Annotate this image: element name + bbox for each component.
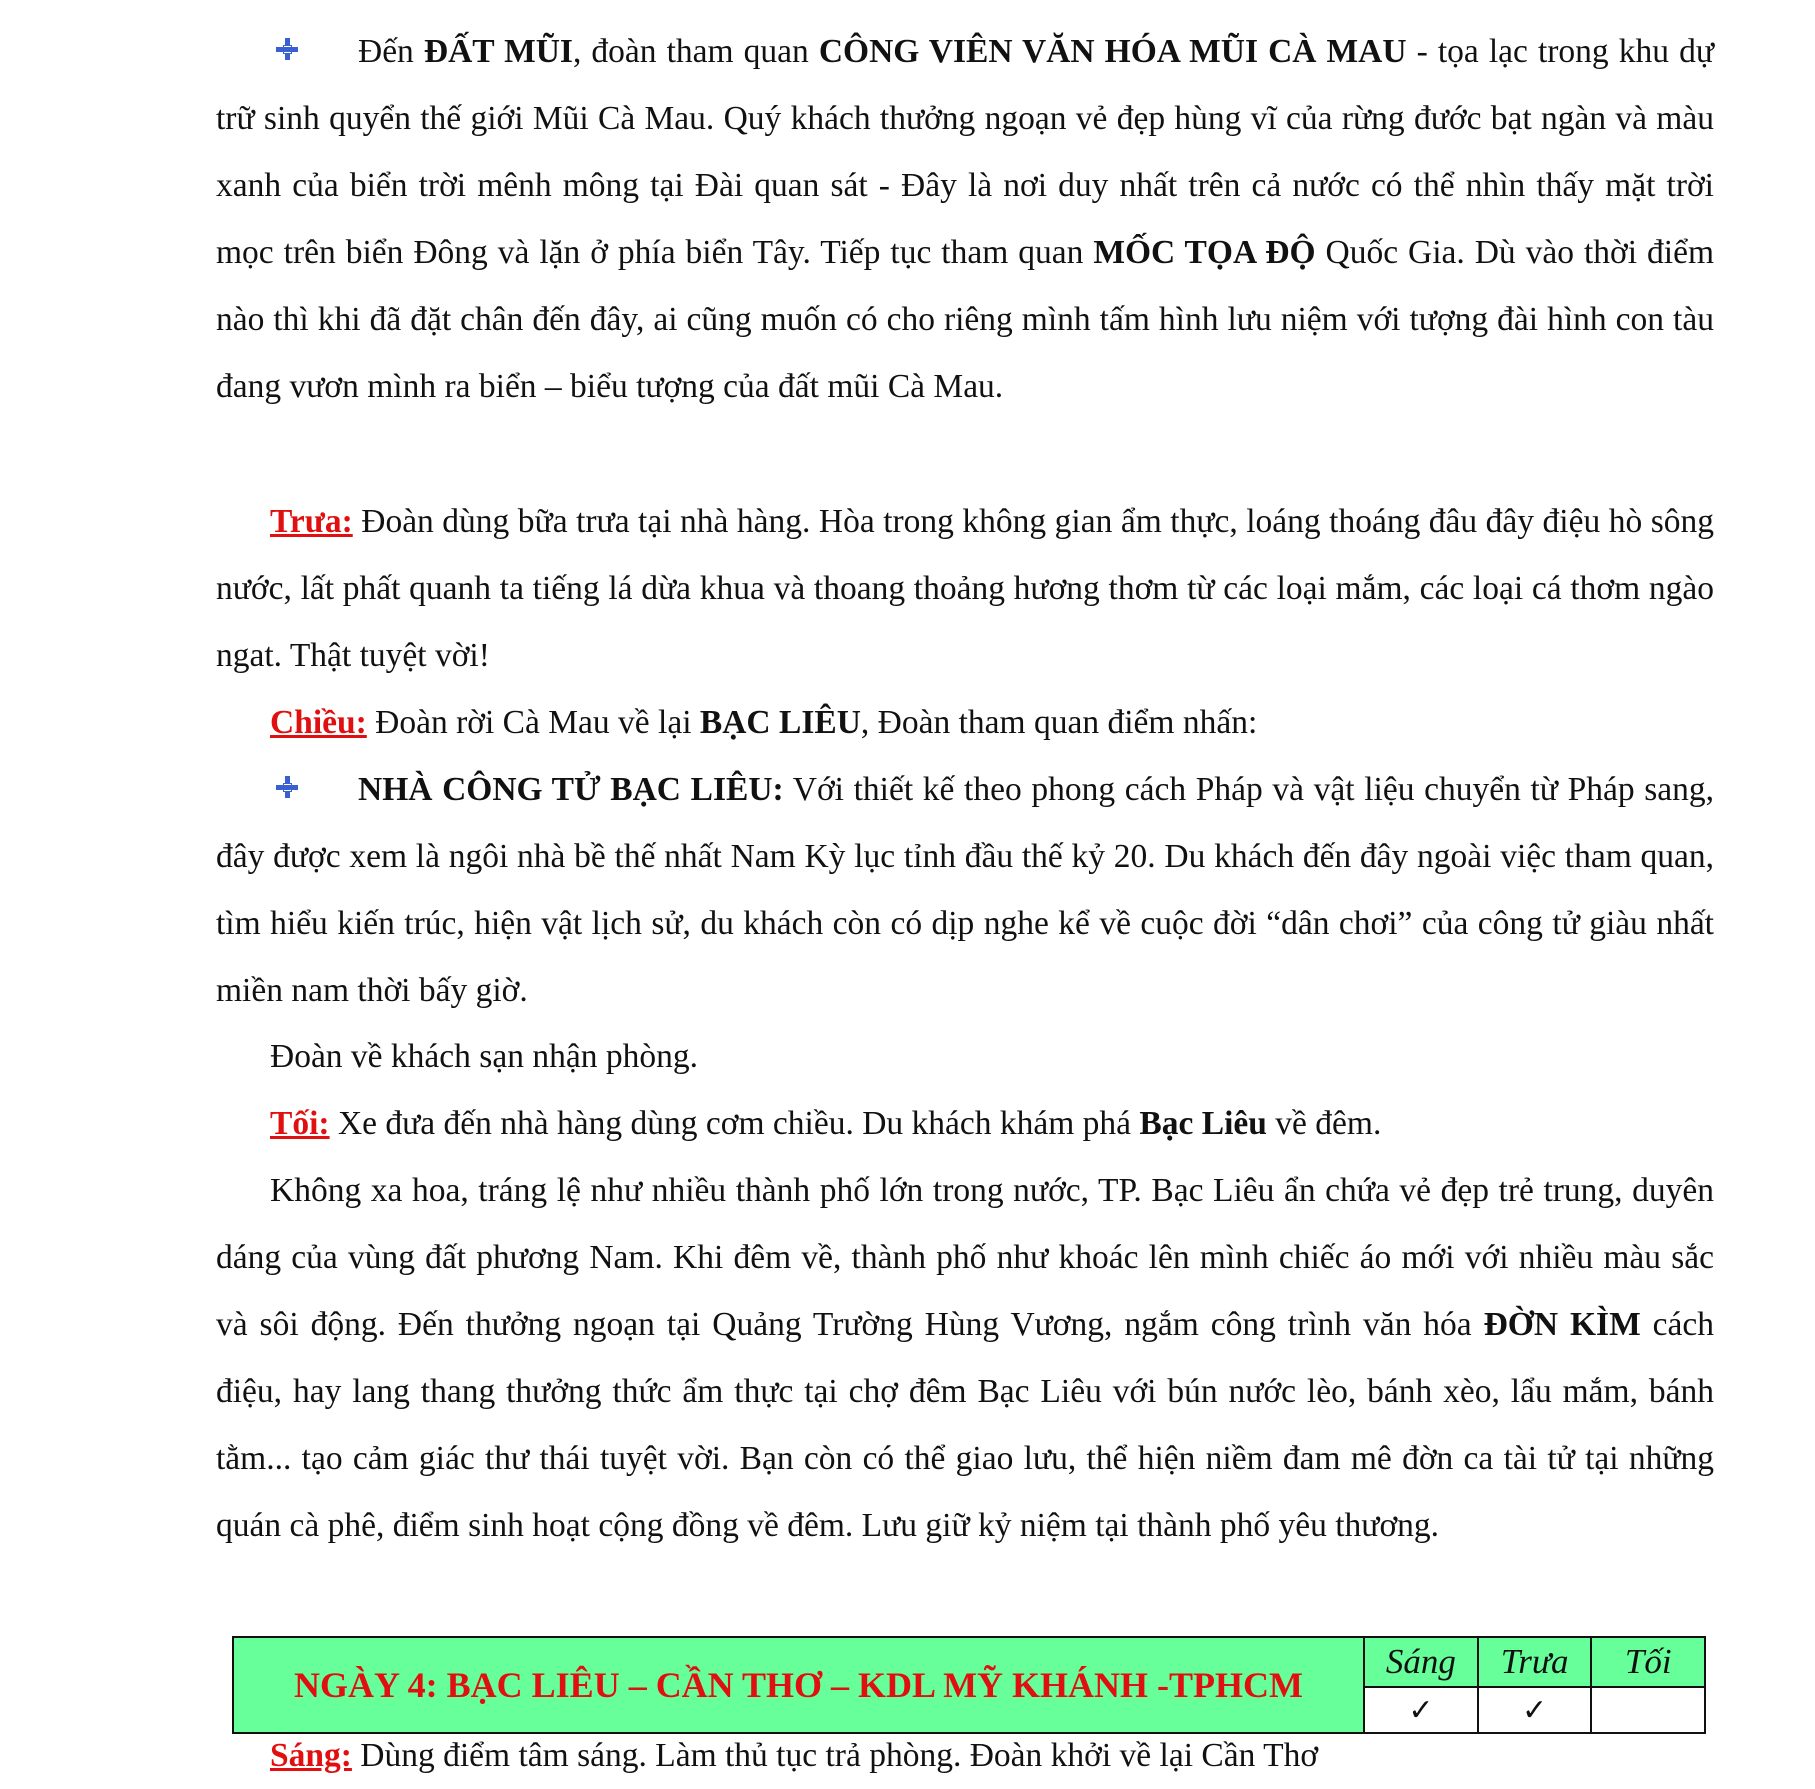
slot-label-trua: Trưa bbox=[1478, 1637, 1592, 1687]
paragraph-sang bbox=[216, 1722, 1714, 1789]
text: Dùng điểm tâm sáng. Làm thủ tục trả phòng. Đoàn khởi về lại Cần Thơ bbox=[351, 1737, 1319, 1774]
section-label-sang: Sáng: bbox=[270, 1737, 352, 1774]
section-label-toi: Tối: bbox=[270, 1105, 330, 1142]
plus-bullet-icon bbox=[276, 776, 298, 798]
bold-text: ĐẤT MŨI bbox=[423, 33, 573, 70]
text: , đoàn tham quan bbox=[572, 33, 819, 70]
text: về đêm. bbox=[1266, 1105, 1382, 1142]
text: Xe đưa đến nhà hàng dùng cơm chiều. Du khách khám phá bbox=[329, 1105, 1140, 1142]
section-label-trua: Trưa: bbox=[270, 503, 353, 540]
text: Không xa hoa, tráng lệ như nhiều thành phố lớn trong nước, TP. Bạc Liêu ẩn chứa vẻ đẹp trẻ trung, duyên dáng của vùng đất phương Nam. Khi đêm về, thành phố như khoác lên mình chiếc áo mới với nhiều màu sắc và sôi động. Đến thưởng ngoạn tại Quảng Trường Hùng Vương, ngắm công trình văn hóa bbox=[216, 1172, 1714, 1343]
paragraph-dat-mui bbox=[216, 18, 1714, 420]
text: - tọa lạc trong khu dự trữ sinh quyển thế giới Mũi Cà Mau. Quý khách thưởng ngoạn vẻ đẹp hùng vĩ của rừng đước bạt ngàn và màu xanh của biển trời mênh mông tại Đài quan sát - Đây là nơi duy nhất trên cả nước có thể nhìn thấy mặt trời mọc trên biển Đông và lặn ở phía biển Tây. Tiếp tục tham quan bbox=[216, 33, 1714, 271]
day-title: NGÀY 4: BẠC LIÊU – CẦN THƠ – KDL MỸ KHÁNH -TPHCM bbox=[233, 1637, 1364, 1733]
day-header-table bbox=[232, 1636, 1706, 1734]
text: Đoàn rời Cà Mau về lại bbox=[366, 704, 700, 741]
slot-label-toi: Tối bbox=[1591, 1637, 1705, 1687]
bold-text: Bạc Liêu bbox=[1139, 1105, 1267, 1142]
bold-text: MỐC TỌA ĐỘ bbox=[1093, 234, 1316, 271]
text: cách điệu, hay lang thang thưởng thức ẩm thực tại chợ đêm Bạc Liêu với bún nước lèo, bánh xèo, lẩu mắm, bánh tằm... tạo cảm giác thư thái tuyệt vời. Bạn còn có thể giao lưu, thể hiện niềm đam mê đờn ca tài tử tại những quán cà phê, điểm sinh hoạt cộng đồng về đêm. Lưu giữ kỷ niệm tại thành phố yêu thương. bbox=[216, 1306, 1715, 1544]
paragraph-chieu bbox=[216, 689, 1714, 756]
bold-text: ĐỜN KÌM bbox=[1483, 1306, 1641, 1343]
bold-text: CÔNG VIÊN VĂN HÓA MŨI CÀ MAU bbox=[818, 33, 1407, 70]
text: Đoàn về khách sạn nhận phòng. bbox=[270, 1038, 698, 1075]
plus-bullet-icon bbox=[276, 38, 298, 60]
slot-check-trua: ✓ bbox=[1478, 1687, 1592, 1733]
paragraph-toi bbox=[216, 1090, 1714, 1157]
text: Đến bbox=[358, 33, 424, 70]
paragraph-bac-lieu-dem bbox=[216, 1157, 1714, 1559]
paragraph-nhan-phong bbox=[216, 1023, 1714, 1090]
paragraph-trua bbox=[216, 488, 1714, 689]
paragraph-nha-cong-tu bbox=[216, 756, 1714, 1024]
bold-text: NHÀ CÔNG TỬ BẠC LIÊU: bbox=[358, 771, 784, 808]
text: Với thiết kế theo phong cách Pháp và vật liệu chuyển từ Pháp sang, đây được xem là ngôi nhà bề thế nhất Nam Kỳ lục tỉnh đầu thế kỷ 20. Du khách đến đây ngoài việc tham quan, tìm hiểu kiến trúc, hiện vật lịch sử, du khách còn có dịp nghe kể về cuộc đời “dân chơi” của công tử giàu nhất miền nam thời bấy giờ. bbox=[216, 771, 1714, 1009]
section-label-chieu: Chiều: bbox=[270, 704, 367, 741]
bold-text: BẠC LIÊU bbox=[699, 704, 861, 741]
text: Quốc Gia. Dù vào thời điểm nào thì khi đã đặt chân đến đây, ai cũng muốn có cho riêng mình tấm hình lưu niệm với tượng đài hình con tàu đang vươn mình ra biển – biểu tượng của đất mũi Cà Mau. bbox=[216, 234, 1715, 405]
text: , Đoàn tham quan điểm nhấn: bbox=[860, 704, 1258, 741]
text: Đoàn dùng bữa trưa tại nhà hàng. Hòa trong không gian ẩm thực, loáng thoáng đâu đây điệu hò sông nước, lất phất quanh ta tiếng lá dừa khua và thoang thoảng hương thơm từ các loại mắm, các loại cá thơm ngào ngat. Thật tuyệt vời! bbox=[216, 503, 1714, 674]
slot-label-sang: Sáng bbox=[1364, 1637, 1478, 1687]
slot-check-sang: ✓ bbox=[1364, 1687, 1478, 1733]
